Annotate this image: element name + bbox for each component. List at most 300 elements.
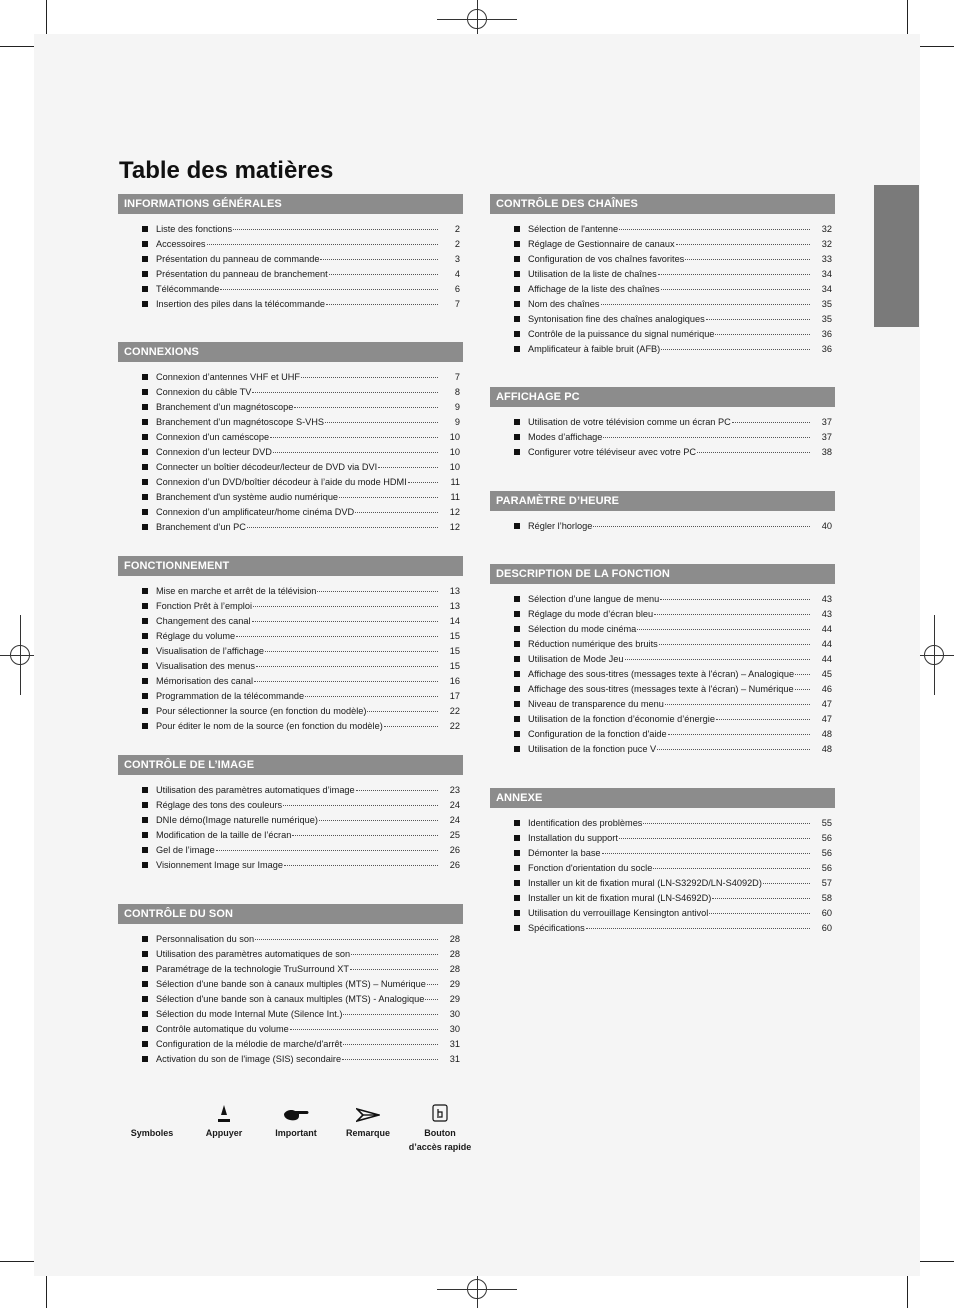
square-bullet-icon bbox=[514, 835, 520, 841]
dot-leader bbox=[220, 280, 438, 290]
toc-entry-label: Activation du son de l'image (SIS) secondaire bbox=[156, 1054, 342, 1064]
toc-list bbox=[490, 415, 835, 460]
toc-entry-label: Syntonisation fine des chaînes analogiques bbox=[528, 314, 705, 324]
toc-entry-label: Contrôle automatique du volume bbox=[156, 1024, 289, 1034]
toc-entry-label: Fonction Prêt à l’emploi bbox=[156, 601, 253, 611]
square-bullet-icon bbox=[142, 966, 148, 972]
section-header: CONTRÔLE DE L’IMAGE bbox=[118, 755, 463, 775]
section-header: ANNEXE bbox=[490, 788, 835, 808]
symbol-bouton bbox=[400, 1104, 480, 1154]
section-header: CONNEXIONS bbox=[118, 342, 463, 362]
toc-entry-label: Connexion d'un caméscope bbox=[156, 432, 270, 442]
dot-leader bbox=[273, 443, 438, 453]
dot-leader bbox=[619, 220, 810, 230]
language-tab bbox=[874, 185, 919, 327]
section-annexe bbox=[490, 788, 835, 936]
toc-entry-page: 16 bbox=[449, 676, 460, 686]
square-bullet-icon bbox=[142, 286, 148, 292]
dot-leader bbox=[233, 220, 438, 230]
toc-entry-label: Sélection de l'antenne bbox=[528, 224, 619, 234]
toc-entry-label: Liste des fonctions bbox=[156, 224, 233, 234]
toc-entry-label: Sélection du mode Internal Mute (Silence Int.) bbox=[156, 1009, 343, 1019]
toc-entry-page: 30 bbox=[449, 1009, 460, 1019]
dot-leader bbox=[661, 340, 810, 350]
square-bullet-icon bbox=[142, 434, 148, 440]
toc-entry-row bbox=[528, 667, 832, 682]
dot-leader bbox=[637, 620, 810, 630]
dot-leader bbox=[343, 1005, 438, 1015]
square-bullet-icon bbox=[142, 678, 148, 684]
square-bullet-icon bbox=[514, 419, 520, 425]
dot-leader bbox=[676, 235, 810, 245]
section-header: CONTRÔLE DES CHAÎNES bbox=[490, 194, 835, 214]
toc-entry-page: 12 bbox=[449, 522, 460, 532]
square-bullet-icon bbox=[514, 880, 520, 886]
dot-leader bbox=[427, 975, 438, 985]
toc-entry-row bbox=[528, 445, 832, 460]
square-bullet-icon bbox=[514, 316, 520, 322]
toc-entry-page: 56 bbox=[821, 833, 832, 843]
section-connexions bbox=[118, 342, 463, 535]
dot-leader bbox=[253, 597, 438, 607]
toc-entry-label: Branchement d’un PC bbox=[156, 522, 246, 532]
toc-list bbox=[118, 222, 463, 312]
dot-leader bbox=[593, 517, 810, 527]
toc-entry[interactable] bbox=[142, 1052, 460, 1067]
square-bullet-icon bbox=[514, 256, 520, 262]
toc-entry-label: Visionnement Image sur Image bbox=[156, 860, 283, 870]
registration-mark bbox=[934, 615, 935, 695]
toc-entry-page: 40 bbox=[821, 521, 832, 531]
square-bullet-icon bbox=[142, 603, 148, 609]
square-bullet-icon bbox=[514, 716, 520, 722]
section-fonctionnement bbox=[118, 556, 463, 734]
square-bullet-icon bbox=[142, 1056, 148, 1062]
registration-mark bbox=[920, 655, 954, 656]
dot-leader bbox=[351, 945, 438, 955]
toc-entry-label: Affichage de la liste des chaînes bbox=[528, 284, 660, 294]
toc-entry-label: Réglage du volume bbox=[156, 631, 236, 641]
dot-leader bbox=[408, 473, 438, 483]
toc-entry[interactable] bbox=[514, 445, 832, 460]
toc-entry-page: 46 bbox=[821, 684, 832, 694]
square-bullet-icon bbox=[514, 271, 520, 277]
toc-entry-page: 23 bbox=[449, 785, 460, 795]
toc-entry[interactable] bbox=[514, 342, 832, 357]
toc-entry-label: Utilisation du verrouillage Kensington antivol bbox=[528, 908, 709, 918]
square-bullet-icon bbox=[514, 286, 520, 292]
toc-entry-page: 13 bbox=[449, 601, 460, 611]
dot-leader bbox=[706, 310, 810, 320]
toc-entry-page: 7 bbox=[454, 299, 460, 309]
toc-entry-label: Utilisation des paramètres automatiques de son bbox=[156, 949, 351, 959]
square-bullet-icon bbox=[142, 723, 148, 729]
toc-entry-page: 32 bbox=[821, 239, 832, 249]
dot-leader bbox=[384, 717, 438, 727]
toc-entry-page: 44 bbox=[821, 654, 832, 664]
toc-entry-page: 10 bbox=[449, 462, 460, 472]
toc-entry[interactable] bbox=[514, 652, 832, 667]
toc-entry-label: Présentation du panneau de branchement bbox=[156, 269, 328, 279]
registration-mark bbox=[477, 1276, 478, 1308]
toc-entry-page: 44 bbox=[821, 624, 832, 634]
square-bullet-icon bbox=[514, 746, 520, 752]
toc-entry-label: Installer un kit de fixation mural (LN-S4692D) bbox=[528, 893, 712, 903]
toc-entry-page: 7 bbox=[454, 372, 460, 382]
toc-entry-page: 56 bbox=[821, 863, 832, 873]
square-bullet-icon bbox=[142, 464, 148, 470]
section-header: DESCRIPTION DE LA FONCTION bbox=[490, 564, 835, 584]
dot-leader bbox=[342, 1050, 438, 1060]
toc-entry-row bbox=[156, 858, 460, 873]
symbol-symboles bbox=[112, 1126, 192, 1140]
toc-entry-label: Utilisation de la fonction puce V bbox=[528, 744, 657, 754]
toc-entry-page: 29 bbox=[449, 994, 460, 1004]
symbol-label: Bouton bbox=[424, 1128, 456, 1138]
dot-leader bbox=[712, 889, 810, 899]
square-bullet-icon bbox=[514, 656, 520, 662]
section-son bbox=[118, 904, 463, 1067]
square-bullet-icon bbox=[142, 479, 148, 485]
toc-entry-page: 24 bbox=[449, 800, 460, 810]
toc-entry-page: 45 bbox=[821, 669, 832, 679]
toc-entry-label: Personnalisation du son bbox=[156, 934, 255, 944]
toc-entry[interactable] bbox=[142, 977, 460, 992]
toc-entry-row bbox=[156, 962, 460, 977]
toc-entry-label: Mémorisation des canal bbox=[156, 676, 254, 686]
toc-entry-page: 22 bbox=[449, 721, 460, 731]
toc-entry-page: 17 bbox=[449, 691, 460, 701]
symbol-appuyer bbox=[184, 1104, 264, 1140]
square-bullet-icon bbox=[514, 523, 520, 529]
toc-entry-label: Visualisation des menus bbox=[156, 661, 255, 671]
square-bullet-icon bbox=[142, 618, 148, 624]
toc-entry-label: Utilisation de la fonction d’économie d’énergie bbox=[528, 714, 715, 724]
toc-entry-label: DNIe démo(Image naturelle numérique) bbox=[156, 815, 318, 825]
dot-leader bbox=[659, 635, 810, 645]
dot-leader bbox=[643, 814, 810, 824]
toc-entry-page: 14 bbox=[449, 616, 460, 626]
toc-list bbox=[118, 584, 463, 734]
toc-entry-label: Niveau de transparence du menu bbox=[528, 699, 664, 709]
square-bullet-icon bbox=[142, 832, 148, 838]
symbol-remarque bbox=[328, 1104, 408, 1140]
square-bullet-icon bbox=[142, 862, 148, 868]
section-chaines bbox=[490, 194, 835, 357]
square-bullet-icon bbox=[514, 686, 520, 692]
dot-leader bbox=[256, 657, 438, 667]
toc-entry-label: Insertion des piles dans la télécommande bbox=[156, 299, 326, 309]
toc-entry-label: Sélection du mode cinéma bbox=[528, 624, 637, 634]
toc-entry-page: 32 bbox=[821, 224, 832, 234]
toc-list bbox=[118, 370, 463, 535]
toc-entry[interactable] bbox=[142, 858, 460, 873]
toc-entry-label: Modification de la taille de l’écran bbox=[156, 830, 292, 840]
toc-entry-page: 22 bbox=[449, 706, 460, 716]
square-bullet-icon bbox=[142, 633, 148, 639]
dot-leader bbox=[317, 582, 438, 592]
toc-entry-page: 15 bbox=[449, 646, 460, 656]
square-bullet-icon bbox=[142, 494, 148, 500]
square-bullet-icon bbox=[142, 524, 148, 530]
toc-entry-page: 2 bbox=[454, 239, 460, 249]
dot-leader bbox=[283, 796, 438, 806]
page-title: Table des matières bbox=[119, 157, 334, 184]
toc-entry-page: 9 bbox=[454, 417, 460, 427]
dot-leader bbox=[709, 904, 810, 914]
section-header: FONCTIONNEMENT bbox=[118, 556, 463, 576]
toc-entry-page: 58 bbox=[821, 893, 832, 903]
symbol-label: Important bbox=[275, 1128, 317, 1138]
toc-entry-label: Réglage des tons des couleurs bbox=[156, 800, 283, 810]
section-image bbox=[118, 755, 463, 873]
toc-list bbox=[490, 816, 835, 936]
symbol-important bbox=[256, 1104, 336, 1140]
toc-entry-page: 12 bbox=[449, 507, 460, 517]
square-bullet-icon bbox=[514, 895, 520, 901]
toc-entry-label: Paramétrage de la technologie TruSurround XT bbox=[156, 964, 350, 974]
toc-entry-page: 26 bbox=[449, 860, 460, 870]
square-bullet-icon bbox=[142, 374, 148, 380]
square-bullet-icon bbox=[142, 588, 148, 594]
note-arrow-icon bbox=[356, 1107, 380, 1123]
square-bullet-icon bbox=[514, 346, 520, 352]
toc-entry-row bbox=[156, 719, 460, 734]
toc-entry-label: Utilisation de votre télévision comme un écran PC bbox=[528, 417, 731, 427]
dot-leader bbox=[252, 383, 438, 393]
toc-entry-label: Identification des problèmes bbox=[528, 818, 643, 828]
square-bullet-icon bbox=[142, 936, 148, 942]
square-bullet-icon bbox=[514, 301, 520, 307]
toc-entry-page: 43 bbox=[821, 609, 832, 619]
toc-entry-label: Modes d’affichage bbox=[528, 432, 603, 442]
toc-entry-page: 34 bbox=[821, 284, 832, 294]
toc-entry-label: Visualisation de l’affichage bbox=[156, 646, 264, 656]
pointing-hand-icon bbox=[283, 1107, 309, 1123]
dot-leader bbox=[661, 280, 810, 290]
square-bullet-icon bbox=[142, 226, 148, 232]
toc-entry-page: 11 bbox=[450, 492, 460, 502]
toc-entry-page: 4 bbox=[454, 269, 460, 279]
toc-entry-label: Connexion d’un lecteur DVD bbox=[156, 447, 272, 457]
toc-entry-label: Gel de l’image bbox=[156, 845, 215, 855]
toc-entry-label: Sélection d'une bande son à canaux multiples (MTS) – Numérique bbox=[156, 979, 426, 989]
dot-leader bbox=[685, 250, 810, 260]
square-bullet-icon bbox=[514, 226, 520, 232]
toc-entry-label: Connecter un boîtier décodeur/lecteur de DVD via DVI bbox=[156, 462, 378, 472]
square-bullet-icon bbox=[142, 301, 148, 307]
toc-entry-label: Connexion du câble TV bbox=[156, 387, 252, 397]
toc-entry[interactable] bbox=[142, 297, 460, 312]
toc-entry-label: Configurer votre téléviseur avec votre PC bbox=[528, 447, 696, 457]
toc-entry-page: 15 bbox=[449, 661, 460, 671]
toc-entry-page: 56 bbox=[821, 848, 832, 858]
toc-entry-page: 13 bbox=[449, 586, 460, 596]
square-bullet-icon bbox=[514, 701, 520, 707]
dot-leader bbox=[247, 518, 438, 528]
toc-entry-label: Réglage du mode d’écran bleu bbox=[528, 609, 654, 619]
dot-leader bbox=[732, 413, 810, 423]
toc-entry-label: Branchement d’un magnétoscope bbox=[156, 402, 294, 412]
crop-mark bbox=[907, 1276, 908, 1308]
toc-entry-page: 60 bbox=[821, 923, 832, 933]
toc-entry-label: Pour sélectionner la source (en fonction du modèle) bbox=[156, 706, 367, 716]
square-bullet-icon bbox=[142, 663, 148, 669]
dot-leader bbox=[619, 829, 810, 839]
dot-leader bbox=[602, 844, 810, 854]
toc-entry[interactable] bbox=[142, 719, 460, 734]
toc-list bbox=[490, 519, 835, 534]
toc-entry-page: 24 bbox=[449, 815, 460, 825]
dot-leader bbox=[356, 781, 438, 791]
square-bullet-icon bbox=[142, 404, 148, 410]
dot-leader bbox=[763, 874, 810, 884]
toc-entry-label: Changement des canal bbox=[156, 616, 251, 626]
toc-entry[interactable] bbox=[514, 667, 832, 682]
dot-leader bbox=[654, 605, 810, 615]
toc-entry-label: Branchement d’un magnétoscope S-VHS bbox=[156, 417, 325, 427]
toc-entry-label: Installation du support bbox=[528, 833, 618, 843]
dot-leader bbox=[653, 859, 810, 869]
square-bullet-icon bbox=[514, 241, 520, 247]
dot-leader bbox=[658, 265, 810, 275]
toc-entry-row bbox=[528, 742, 832, 757]
dot-leader bbox=[601, 295, 811, 305]
toc-entry-row bbox=[156, 297, 460, 312]
toc-entry-page: 10 bbox=[449, 447, 460, 457]
toc-entry-label: Amplificateur à faible bruit (AFB) bbox=[528, 344, 661, 354]
dot-leader bbox=[350, 960, 438, 970]
crop-mark bbox=[0, 46, 34, 47]
toc-entry-label: Mise en marche et arrêt de la télévision bbox=[156, 586, 317, 596]
dot-leader bbox=[320, 250, 438, 260]
toc-list bbox=[118, 932, 463, 1067]
toc-entry-label: Affichage des sous-titres (messages texte à l'écran) – Analogique bbox=[528, 669, 795, 679]
toc-entry-page: 38 bbox=[821, 447, 832, 457]
dot-leader bbox=[326, 295, 438, 305]
square-bullet-icon bbox=[142, 787, 148, 793]
toc-entry-page: 35 bbox=[821, 314, 832, 324]
section-header: PARAMÈTRE D’HEURE bbox=[490, 491, 835, 511]
toc-entry[interactable] bbox=[142, 962, 460, 977]
toc-entry-page: 31 bbox=[449, 1039, 460, 1049]
square-bullet-icon bbox=[514, 331, 520, 337]
toc-entry-label: Pour éditer le nom de la source (en fonction du modèle) bbox=[156, 721, 383, 731]
square-bullet-icon bbox=[514, 449, 520, 455]
press-icon bbox=[217, 1104, 231, 1124]
square-bullet-icon bbox=[142, 817, 148, 823]
square-bullet-icon bbox=[142, 1026, 148, 1032]
toc-entry-label: Démonter la base bbox=[528, 848, 601, 858]
toc-entry-page: 6 bbox=[454, 284, 460, 294]
toc-entry[interactable] bbox=[514, 921, 832, 936]
registration-mark bbox=[477, 0, 478, 34]
toc-entry-page: 30 bbox=[449, 1024, 460, 1034]
toc-entry-page: 28 bbox=[449, 934, 460, 944]
toc-entry[interactable] bbox=[514, 742, 832, 757]
square-bullet-icon bbox=[514, 611, 520, 617]
quick-access-button-icon bbox=[432, 1104, 448, 1122]
toc-entry-row bbox=[156, 977, 460, 992]
toc-entry-label: Installer un kit de fixation mural (LN-S3292D/LN-S4092D) bbox=[528, 878, 762, 888]
toc-entry-page: 11 bbox=[450, 477, 460, 487]
toc-entry-label: Régler l’horloge bbox=[528, 521, 593, 531]
section-informations bbox=[118, 194, 463, 312]
toc-entry-page: 10 bbox=[449, 432, 460, 442]
dot-leader bbox=[325, 413, 438, 423]
crop-mark bbox=[46, 1276, 47, 1308]
crop-mark bbox=[0, 1261, 34, 1262]
square-bullet-icon bbox=[142, 241, 148, 247]
square-bullet-icon bbox=[514, 850, 520, 856]
toc-entry-page: 47 bbox=[821, 699, 832, 709]
toc-entry-page: 25 bbox=[449, 830, 460, 840]
square-bullet-icon bbox=[142, 802, 148, 808]
dot-leader bbox=[668, 725, 810, 735]
toc-entry-row bbox=[156, 1052, 460, 1067]
toc-entry[interactable] bbox=[142, 520, 460, 535]
square-bullet-icon bbox=[514, 925, 520, 931]
square-bullet-icon bbox=[142, 256, 148, 262]
toc-entry-label: Spécifications bbox=[528, 923, 585, 933]
crop-mark bbox=[907, 0, 908, 34]
dot-leader bbox=[603, 428, 810, 438]
crop-mark bbox=[46, 0, 47, 34]
registration-mark bbox=[20, 615, 21, 695]
square-bullet-icon bbox=[514, 910, 520, 916]
toc-entry[interactable] bbox=[514, 519, 832, 534]
toc-entry-page: 43 bbox=[821, 594, 832, 604]
dot-leader bbox=[367, 702, 438, 712]
dot-leader bbox=[586, 919, 810, 929]
square-bullet-icon bbox=[142, 693, 148, 699]
toc-entry-label: Sélection d’une langue de menu bbox=[528, 594, 660, 604]
dot-leader bbox=[254, 672, 438, 682]
dot-leader bbox=[216, 841, 438, 851]
dot-leader bbox=[236, 627, 438, 637]
toc-entry-label: Contrôle de la puissance du signal numérique bbox=[528, 329, 715, 339]
symbol-label: Remarque bbox=[345, 1128, 390, 1138]
dot-leader bbox=[305, 687, 438, 697]
section-header: CONTRÔLE DU SON bbox=[118, 904, 463, 924]
toc-entry-page: 36 bbox=[821, 329, 832, 339]
section-header: INFORMATIONS GÉNÉRALES bbox=[118, 194, 463, 214]
toc-entry-page: 26 bbox=[449, 845, 460, 855]
dot-leader bbox=[795, 680, 810, 690]
square-bullet-icon bbox=[514, 434, 520, 440]
toc-entry-page: 55 bbox=[821, 818, 832, 828]
toc-entry-label: Fonction d'orientation du socle bbox=[528, 863, 653, 873]
toc-entry-label: Utilisation de Mode Jeu bbox=[528, 654, 624, 664]
toc-entry-label: Nom des chaînes bbox=[528, 299, 600, 309]
toc-entry-label: Connexion d’antennes VHF et UHF bbox=[156, 372, 301, 382]
toc-entry-label: Utilisation de la liste de chaînes bbox=[528, 269, 657, 279]
crop-mark bbox=[920, 46, 954, 47]
square-bullet-icon bbox=[142, 708, 148, 714]
toc-entry-label: Télécommande bbox=[156, 284, 220, 294]
toc-entry-label: Réglage de Gestionnaire de canaux bbox=[528, 239, 675, 249]
square-bullet-icon bbox=[142, 981, 148, 987]
toc-entry-label: Affichage des sous-titres (messages texte à l'écran) – Numérique bbox=[528, 684, 794, 694]
toc-entry-label: Sélection d'une bande son à canaux multiples (MTS) - Analogique bbox=[156, 994, 425, 1004]
dot-leader bbox=[270, 428, 438, 438]
square-bullet-icon bbox=[142, 389, 148, 395]
dot-leader bbox=[265, 642, 438, 652]
dot-leader bbox=[343, 1035, 438, 1045]
symbol-label: Appuyer bbox=[205, 1128, 243, 1138]
toc-entry-page: 28 bbox=[449, 949, 460, 959]
toc-entry-page: 36 bbox=[821, 344, 832, 354]
